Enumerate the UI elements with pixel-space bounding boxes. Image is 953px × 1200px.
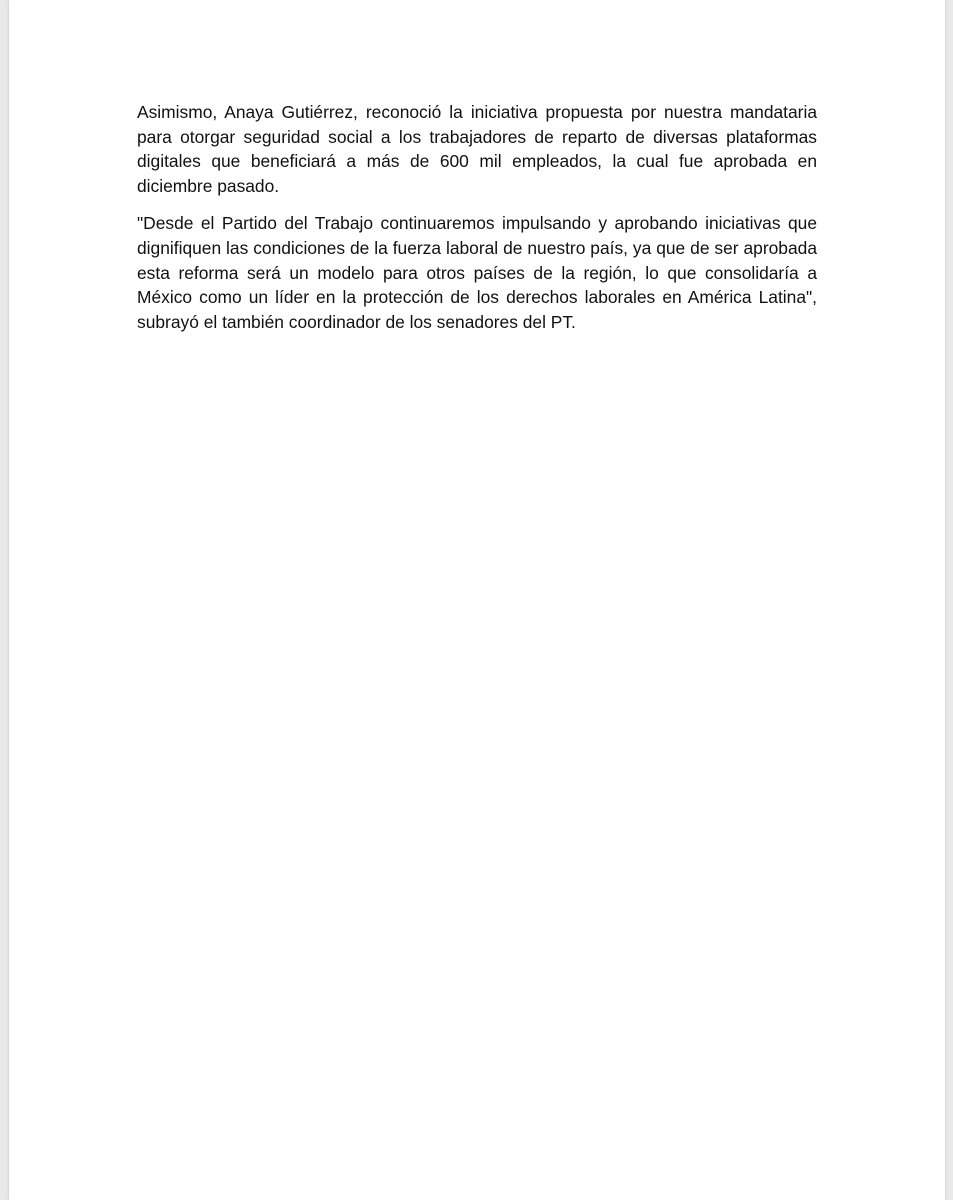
- paragraph-1: Asimismo, Anaya Gutiérrez, reconoció la iniciativa propuesta por nuestra mandataria para otorgar seguridad social a los trabajadores de reparto de diversas plataformas digitales que beneficiará a más de 600 mil empleados, la cual fue aprobada en diciembre pasado.: [137, 102, 817, 196]
- paragraph-2: "Desde el Partido del Trabajo continuaremos impulsando y aprobando iniciativas que dignifiquen las condiciones de la fuerza laboral de nuestro país, ya que de ser aprobada esta reforma será un modelo para otros países de la región, lo que consolidaría a México como un líder en la protección de los derechos laborales en América Latina", subrayó el también coordinador de los senadores del PT.: [137, 213, 817, 332]
- document-body: [137, 100, 817, 347]
- document-page: [9, 0, 945, 1200]
